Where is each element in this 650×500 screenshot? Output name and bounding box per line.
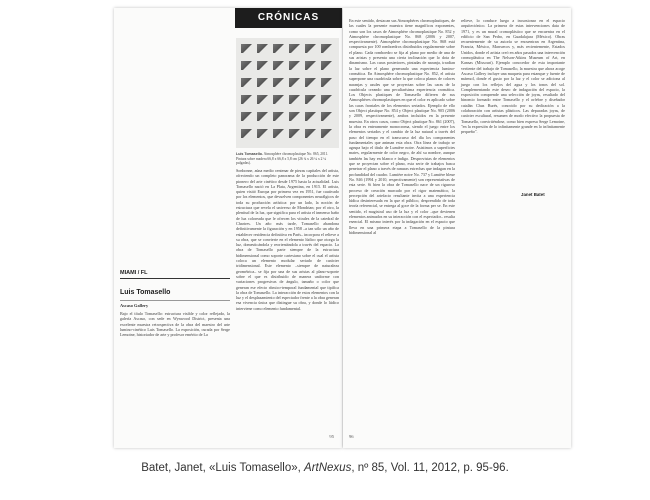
left-page-left-column: Bajo el título Tomasello: estructura visible y color reflejado, la galería Ascaso, con sede en Wynwood District, presenta una excelente muestra retrospectiva de la obra del maestro del arte lumino-cinético Luis Tomasello. La exposición, curada por Serge Lemoine, historiador de arte y profesor emérito de La: [120, 311, 230, 338]
artwork-module-shape: [305, 44, 318, 53]
artwork-module-shape: [321, 112, 334, 121]
location-label: MIAMI / FL: [120, 270, 230, 279]
right-page-column-1: En este sentido, destacan sus Atmosphères chromoplastiques, de las cuales la presente muestra tiene magníficos exponentes, como son los casos de Atmosphère chromoplastique No. 852 y Atmosphère chromoplastique No. 868 (2006 y 2007, respectivamente). Atmosphère chromoplastique No. 868 está compuesta por 100 romboedros distribuidos regularmente sobre el plano. Cada romboedro se fija al plano por medio de una de sus aristas y presenta una cierta inclinación que lo dota de dinamismo. Las caras posteriores, pintadas de naranja, irradian la luz sobre el plano generando una experiencia lumino-cromática. En Atmosphère chromoplastique No. 852, el artista superpone una cuadrícula sobre la que coloca planos de colores naranjas y azules que se proyectan sobre las caras de la cuadrícula creando una peculiarísima experiencia cromática. Los Objects plastiques de Tomasello difieren de sus Atmosphères chromoplastiques en que el color es aplicado sobre las caras frontales de los elementos seriados. Ejemplo de ello son Object plastique No. 854 y Object plastique No. 905 (2006 y 2009, respectivamente), ambos incluidos en la presente muestra. En otros casos, como Object plastique No. 861 (2007), la obra es enteramente monocroma, siendo el juego entre los elementos seriados y el cambio de la luz natural a través del paso del tiempo en el transcurso del día los componentes fundamentales que animan esta obra. Otra línea de trabajo se agrupa bajo el título de Lumière noire. Asistimos a superficies mates, regularmente de color negro, de ahí su nombre, aunque también las hay en blanco e índigo. Desprovistas de elementos que se proyectan sobre el plano, esta serie de trabajos basca penetrar el plano a través de ranuras estrechas que indagan en la profundidad del cuadro. Lumière noire No. 737 y Lumière bleue No. 846 (1994 y 2010, respectivamente) son representativas de esta serie. Si bien la obra de Tomasello nace de un riguroso proceso de creación marcado por el rigor matemático, la percepción del artefacto resultante invita a una experiencia lúdica desinteresada en la que el público, desprendido de toda teoría referencial, se entrega al goce de la forma per se. En este sentido, el magistral uso de la luz y el color –que devienen elementos animados en su interacción con el espectador– resulta esencial. El mismo interés por la indagación en el espacio que lleva en una primera etapa a Tomasello de la pintura bidimensional al: [349, 18, 455, 235]
artwork-module-shape: [257, 61, 270, 70]
artwork-module-shape: [241, 129, 254, 138]
artwork-module-shape: [273, 95, 286, 104]
artwork-module: [289, 112, 302, 121]
artwork-module: [273, 44, 286, 53]
artwork-module: [273, 129, 286, 138]
artwork-module: [241, 95, 254, 104]
artwork-module: [273, 61, 286, 70]
artwork-module-shape: [241, 44, 254, 53]
artwork-module: [305, 112, 318, 121]
right-page-column-2: relieve, lo conduce luego a incursionar en el espacio arquitectónico. La primera de estas intervenciones data de 1971, y es un mural cromoplástico que se encuentra en el edificio de San Pedro, en Guadalajara (México). Obras recuentemente de su autoría se encuentran en Argentina, Francia, México, Marruecos y, más recientemente, Estados Unidos, donde el artista creó en años pasados una intervención cromoplástica en The Nelson-Atkins Museum of Art, en Kansas (Missouri). Ejemplo conocedor de esta importante vertiente del trabajo de Tomasello, la muestra que ahora acoge Ascaso Gallery incluye una maqueta para estanque y fuente de mármol, donde el gusto por la luz y el color se adiciona al juego con los reflejos del agua y los tonos del sol. Complementando este deseo de indagación del espacio, la exposición comprende una selección de joyas, resultado del binomio formado entre Tomasello y el orfebre y diseñador catalán Chus Burés, conocido por su dedicación a la colaboración con artistas plásticos. Las depuradas joyas, de carácter escultural, resumen de modo efectivo la propuesta de Tomasello, convirtiéndose, como bien expresa Serge Lemoine, "en la expresión de lo infinitamente grande en lo infinitamente pequeño".: [461, 18, 565, 135]
caption-body: Atmosphère chromoplastique No. 865, 2011. Pintura sobre madera 66,8 x 66,8 x 5,8 cm (26 ¼ x 26 ¼ x 2 ¼ pulgadas).: [236, 152, 329, 166]
artwork-module: [305, 129, 318, 138]
artwork-module: [241, 78, 254, 87]
left-page-right-column: Sonbonne, aúna medio centenar de piezas capitales del artista, ofreciendo un completo panorama de la producción de este pionero del arte cinético desde 1975 hasta la actualidad. Luis Tomasello nació en La Plata, Argentina, en 1915. El artista, quien visitó Europa por primera vez en 1951, fue cautivado por los elementos, que devuelven componentes neurálgicos de toda su producción artística: por un lado, la noción de estructura que revela el universo de Mondrian; por el otro, la plenitud de la luz, que significa para el artista el inmenso baño de luz coloreada que le ofrecen los vitrales de la catedral de Chartres. Un año más tarde, Tomasello abandona definitivamente la figuración y en 1958 –a tan sólo un año de establecer residencia definitiva en París– incorpora el relieve a su obra, que se convierte en el elemento lúdico que otorga la luz, domesticándola y reorientándola a través del espacio. La obra de Tomasello parte siempre de la estructura bidimensional como soporte cartesiano sobre el cual el artista coloca un elemento modular seriado de carácter tridimensional. Este elemento –siempre de naturaleza geométrica– se fija por una de sus aristas al plano-soporte sobre el que es distribuido de manera uniforme con variaciones progresivas de ángulo, tamaño o color que generan ese efecto rítmico-temporal fundamental que tipifica la obra de Tomasello. La interacción de estos elementos con la luz y el desplazamiento del espectador frente a la obra generan esa vivencia única que distingue su obra, y donde lo lúdico interviene como elemento fundamental.: [236, 168, 339, 311]
artwork-module: [305, 95, 318, 104]
artwork-module: [257, 78, 270, 87]
artwork-module-shape: [273, 61, 286, 70]
artwork-module-shape: [321, 129, 334, 138]
artwork-module-shape: [257, 95, 270, 104]
artwork-module: [321, 78, 334, 87]
artwork-module-shape: [289, 129, 302, 138]
artwork-module: [273, 95, 286, 104]
artwork-module-shape: [241, 78, 254, 87]
citation-journal: ArtNexus: [304, 462, 352, 474]
citation-caption: [0, 462, 650, 474]
artwork-module-shape: [241, 112, 254, 121]
citation-suffix: , nº 85, Vol. 11, 2012, p. 95-96.: [351, 462, 509, 474]
artwork-module-shape: [305, 129, 318, 138]
artwork-module-shape: [321, 61, 334, 70]
artwork-module-shape: [289, 95, 302, 104]
artwork-module-shape: [257, 112, 270, 121]
artwork-module-shape: [273, 44, 286, 53]
artwork-module-shape: [257, 44, 270, 53]
artwork-module: [257, 112, 270, 121]
artwork-module: [289, 44, 302, 53]
artwork-module-shape: [257, 78, 270, 87]
left-magazine-page: [114, 8, 342, 448]
gallery-name: Ascaso Gallery: [120, 300, 230, 308]
artwork-module: [321, 44, 334, 53]
author-signature: Janet Batet: [521, 192, 545, 197]
section-header: CRÓNICAS: [235, 8, 342, 28]
page-number-left: 95: [329, 434, 334, 439]
artwork-module: [273, 78, 286, 87]
page-number-right: 96: [349, 434, 354, 439]
artwork-module-shape: [241, 61, 254, 70]
artwork-module-shape: [257, 129, 270, 138]
artwork-module: [241, 44, 254, 53]
artwork-module: [241, 129, 254, 138]
artwork-module-shape: [273, 78, 286, 87]
artwork-module: [321, 129, 334, 138]
artwork-module: [305, 44, 318, 53]
artwork-module: [241, 112, 254, 121]
artwork-module: [289, 129, 302, 138]
artwork-module: [257, 95, 270, 104]
artwork-caption: [236, 152, 339, 166]
artwork-module: [305, 78, 318, 87]
artwork-module: [289, 61, 302, 70]
artwork-module-shape: [305, 61, 318, 70]
artwork-module-shape: [321, 78, 334, 87]
artwork-module: [321, 95, 334, 104]
citation-prefix: Batet, Janet, «Luis Tomasello»,: [141, 462, 305, 474]
artwork-module: [257, 44, 270, 53]
artwork-module-shape: [289, 61, 302, 70]
artwork-module: [321, 61, 334, 70]
artwork-module: [305, 61, 318, 70]
artwork-module: [289, 95, 302, 104]
artwork-module: [289, 78, 302, 87]
right-magazine-page: [343, 8, 571, 448]
article-title: Luis Tomasello: [120, 289, 171, 296]
artwork-module-shape: [289, 78, 302, 87]
artwork-module-shape: [305, 78, 318, 87]
caption-title: Luis Tomasello.: [236, 152, 263, 156]
artwork-module-shape: [289, 44, 302, 53]
artwork-module: [273, 112, 286, 121]
artwork-module-shape: [273, 112, 286, 121]
artwork-module-shape: [305, 112, 318, 121]
artwork-module-shape: [289, 112, 302, 121]
artwork-module-shape: [321, 95, 334, 104]
artwork-module-shape: [241, 95, 254, 104]
artwork-module: [257, 129, 270, 138]
artwork-module-shape: [273, 129, 286, 138]
artwork-image: [236, 38, 339, 148]
artwork-module-shape: [321, 44, 334, 53]
artwork-module-shape: [305, 95, 318, 104]
artwork-module: [257, 61, 270, 70]
artwork-module: [321, 112, 334, 121]
artwork-module: [241, 61, 254, 70]
